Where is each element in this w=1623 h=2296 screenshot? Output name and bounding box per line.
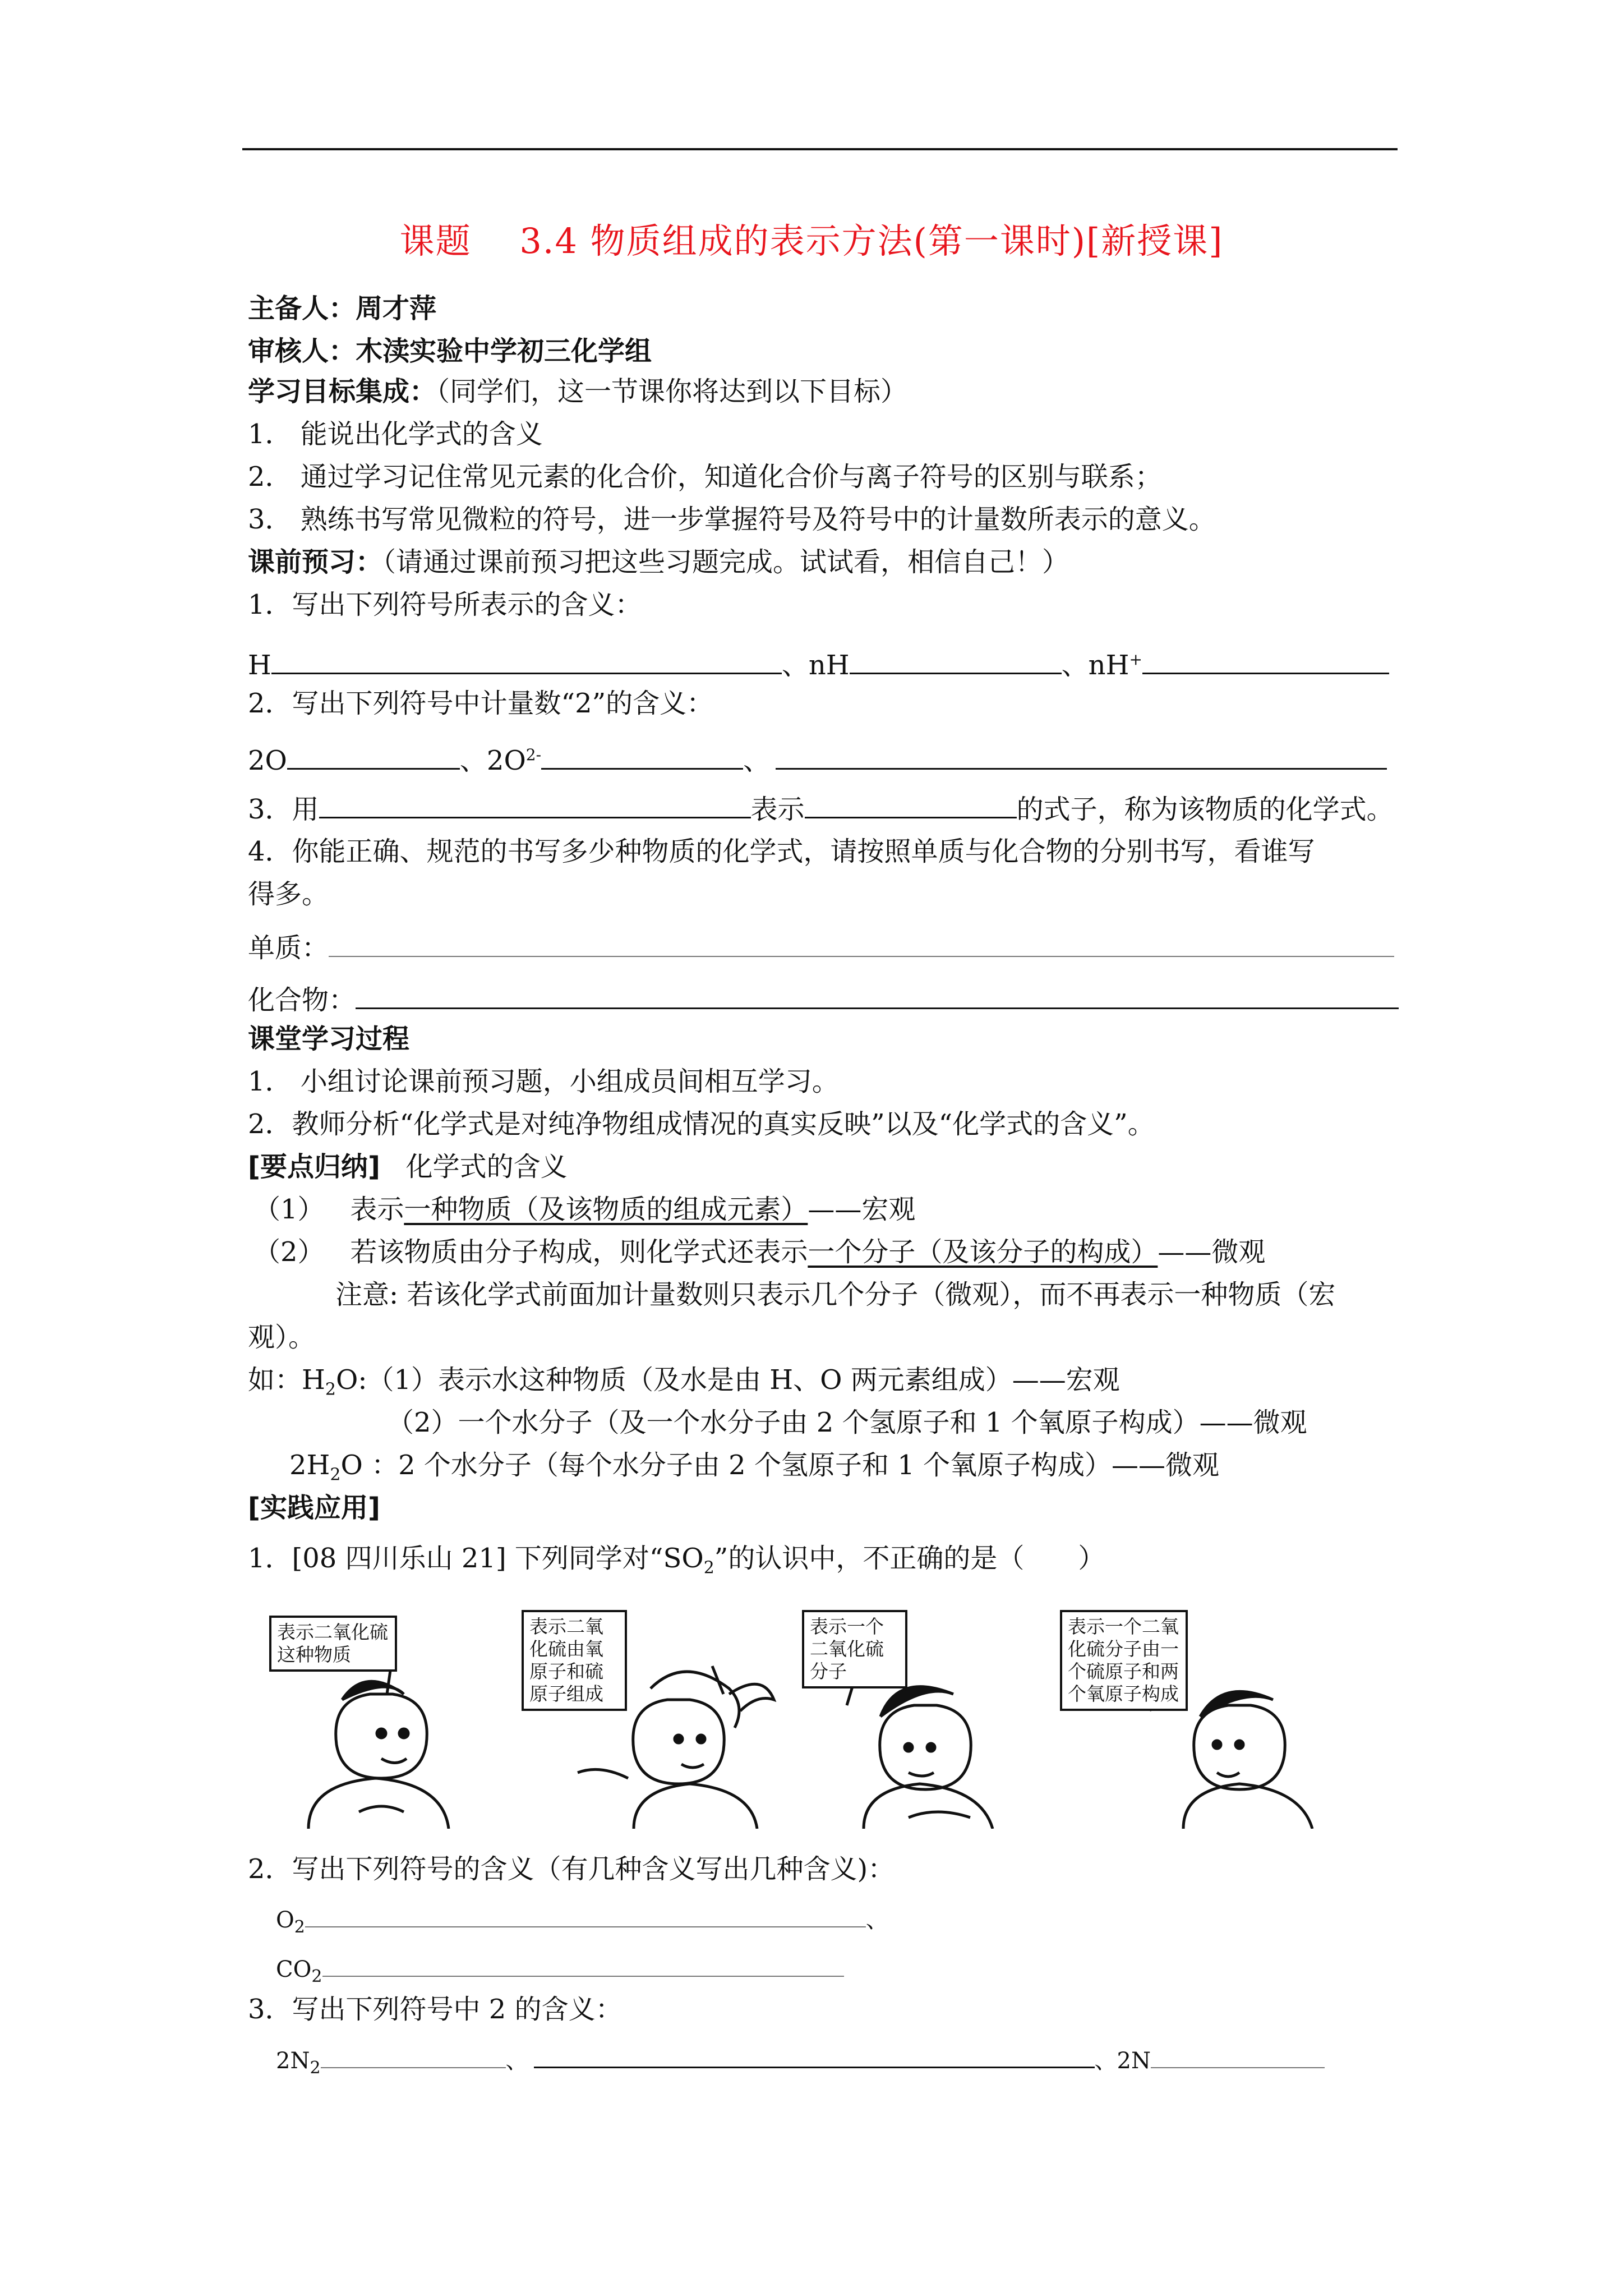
point-underlined: 一个分子（及该分子的构成）	[808, 1236, 1158, 1268]
answer-blank[interactable]	[321, 2042, 506, 2068]
q3-text: 表示	[750, 794, 805, 825]
answer-blank[interactable]	[322, 1951, 844, 1977]
subscript: 2	[310, 2058, 321, 2078]
author-line: 主备人：周才萍	[248, 293, 437, 324]
point-text: 若该物质由分子构成，则化学式还表示	[350, 1236, 808, 1268]
speech-bubble: 表示一个二氧化硫分子由一个硫原子和两个氧原子构成	[1060, 1610, 1188, 1711]
subscript: 2	[325, 1379, 336, 1400]
speech-bubble: 表示一个二氧化硫分子	[802, 1610, 907, 1688]
preview-q3	[248, 792, 1394, 826]
answer-blank[interactable]	[356, 983, 1399, 1009]
co2-line	[276, 1951, 844, 1994]
separator: 、	[459, 745, 487, 776]
separator: 、	[1094, 2048, 1117, 2074]
separator: 、	[1061, 650, 1089, 681]
subscript: 2	[703, 1558, 714, 1578]
symbol-2o-ion: 2O	[486, 745, 526, 776]
point-text: ——宏观	[808, 1194, 916, 1225]
preview-q1: 1．写出下列符号所表示的含义：	[248, 589, 642, 620]
preview-q2-answers	[248, 738, 1387, 777]
answer-blank[interactable]	[850, 648, 1062, 674]
subscript: 2	[311, 1967, 322, 1986]
process-heading: 课堂学习过程	[248, 1023, 410, 1055]
practice-q2: 2．写出下列符号的含义（有几种含义写出几种含义)：	[248, 1853, 895, 1885]
preview-note: （请通过课前预习把这些习题完成。试试看，相信自己！）	[382, 546, 1069, 578]
ion-charge: 2-	[525, 746, 542, 764]
point-underlined: 一种物质（及该物质的组成元素）	[404, 1194, 808, 1225]
answer-blank[interactable]	[1142, 648, 1389, 674]
preview-q4-cont: 得多。	[248, 878, 329, 910]
question-text: 1．[08 四川乐山 21] 下列同学对“SO	[248, 1543, 704, 1574]
speech-bubble: 表示二氧化硫由氧原子和硫原子组成	[522, 1610, 627, 1711]
reviewer-line: 审核人：木渎实验中学初三化学组	[248, 335, 652, 367]
goal-item: 2． 通过学习记住常见元素的化合价，知道化合价与离子符号的区别与联系；	[248, 461, 1162, 493]
answer-blank[interactable]	[1151, 2042, 1325, 2068]
symbol-nh-ion: nH	[1088, 650, 1129, 681]
cartoon-illustration	[264, 1604, 1396, 1829]
speech-bubble: 表示二氧化硫这种物质	[269, 1616, 397, 1672]
note-line-cont: 观）。	[248, 1322, 316, 1353]
example-3	[289, 1448, 1219, 1492]
symbol-h: H	[248, 650, 271, 681]
point-text: ——微观	[1158, 1236, 1266, 1268]
key-points-label: [要点归纳]	[248, 1151, 380, 1182]
answer-blank[interactable]	[329, 931, 1394, 957]
answer-blank[interactable]	[805, 792, 1017, 818]
question-text: ”的认识中，不正确的是（ ）	[714, 1543, 1105, 1574]
page-title: 课题 3.4 物质组成的表示方法(第一课时)[新授课]	[399, 220, 1224, 261]
example-1	[248, 1363, 1120, 1407]
subscript: 2	[294, 1917, 305, 1937]
point-number: （1）	[253, 1194, 325, 1225]
point-number: （2）	[253, 1236, 325, 1268]
subscript: 2	[330, 1465, 341, 1485]
key-points-line	[248, 1150, 568, 1184]
symbol-nh: nH	[808, 650, 850, 681]
goals-note: （同学们，这一节课你将达到以下目标）	[436, 376, 908, 407]
simple-substance-line	[248, 931, 1394, 965]
n2-line	[276, 2042, 1325, 2085]
point-2	[253, 1235, 1265, 1269]
goals-heading-line	[248, 375, 907, 408]
compound-line	[248, 983, 1399, 1017]
point-1	[253, 1193, 915, 1226]
key-points-text: 化学式的含义	[405, 1151, 568, 1182]
compound-label: 化合物：	[248, 984, 356, 1016]
example-2: （2）一个水分子（及一个水分子由 2 个氢原子和 1 个氧原子构成）——微观	[387, 1407, 1307, 1438]
preview-heading-line	[248, 545, 1069, 579]
preview-q2: 2．写出下列符号中计量数“2”的含义：	[248, 688, 714, 719]
practice-q1	[248, 1542, 1105, 1585]
answer-blank[interactable]	[271, 648, 782, 674]
note-line: 注意: 若该化学式前面加计量数则只表示几个分子（微观），而不再表示一种物质（宏	[335, 1279, 1336, 1310]
point-text: 表示	[350, 1194, 404, 1225]
symbol-o2: O	[276, 1907, 294, 1933]
example-text: O ：2 个水分子（每个水分子由 2 个氢原子和 1 个氧原子构成）——微观	[340, 1450, 1220, 1481]
answer-blank[interactable]	[287, 743, 460, 770]
practice-q3: 3．写出下列符号中 2 的含义：	[248, 1994, 623, 2025]
example-text: O:（1）表示水这种物质（及水是由 H、O 两元素组成）——宏观	[335, 1364, 1120, 1396]
separator: 、	[743, 745, 771, 776]
symbol-2n2: 2N	[276, 2048, 310, 2074]
answer-blank[interactable]	[319, 792, 751, 818]
symbol-2o: 2O	[248, 745, 287, 776]
ion-charge: +	[1129, 650, 1142, 669]
answer-blank[interactable]	[776, 743, 1387, 770]
answer-blank[interactable]	[305, 1902, 866, 1927]
process-item: 1． 小组讨论课前预习题，小组成员间相互学习。	[248, 1066, 839, 1097]
top-rule	[242, 148, 1398, 150]
example-label: 2H	[289, 1450, 330, 1481]
o2-line	[276, 1902, 888, 1944]
answer-blank[interactable]	[541, 743, 743, 770]
example-label: 如：H	[248, 1364, 325, 1396]
answer-blank[interactable]	[534, 2042, 1095, 2068]
practice-heading: [实践应用]	[248, 1492, 380, 1524]
preview-q4: 4．你能正确、规范的书写多少种物质的化学式，请按照单质与化合物的分别书写，看谁写	[248, 836, 1315, 867]
goal-item: 3． 熟练书写常见微粒的符号，进一步掌握符号及符号中的计量数所表示的意义。	[248, 504, 1216, 535]
symbol-co2: CO	[276, 1957, 312, 1982]
process-item: 2．教师分析“化学式是对纯净物组成情况的真实反映”以及“化学式的含义”。	[248, 1108, 1155, 1140]
q3-text: 3．用	[248, 794, 319, 825]
goal-item: 1． 能说出化学式的含义	[248, 418, 543, 450]
symbol-2n: 2N	[1117, 2048, 1151, 2074]
q3-text: 的式子，称为该物质的化学式。	[1016, 794, 1394, 825]
separator: 、	[781, 650, 809, 681]
separator: 、	[505, 2048, 528, 2074]
goals-heading: 学习目标集成：	[248, 376, 437, 407]
separator: 、	[865, 1907, 888, 1933]
preview-heading: 课前预习：	[248, 546, 383, 578]
preview-q1-answers	[248, 643, 1389, 682]
simple-label: 单质：	[248, 932, 329, 964]
